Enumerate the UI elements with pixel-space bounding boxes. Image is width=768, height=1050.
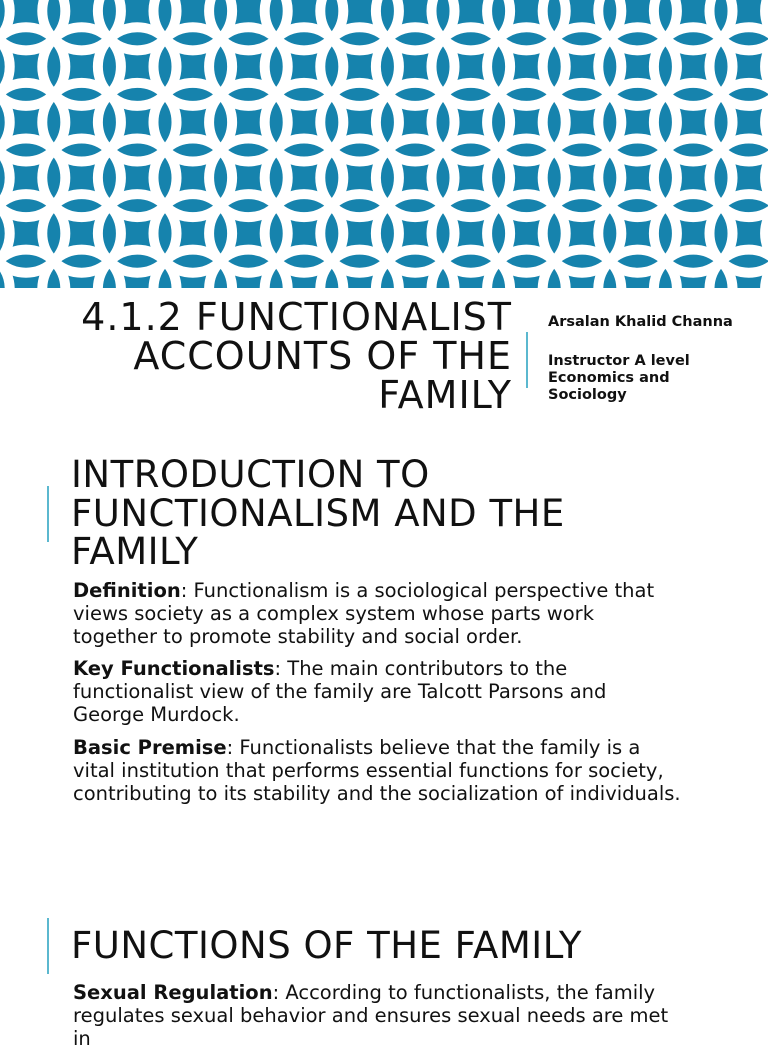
definition-term: Definition — [73, 579, 181, 602]
author-name: Arsalan Khalid Channa — [548, 314, 733, 330]
basic-premise-text: : Functionalists believe that the family is a vital institution that performs essential functions for society, contributing to its stability and the socialization of individuals. — [73, 736, 681, 805]
basic-premise-term: Basic Premise — [73, 736, 227, 759]
section-accent-bar — [47, 918, 49, 974]
basic-premise-paragraph — [73, 736, 683, 805]
key-functionalists-paragraph — [73, 657, 683, 726]
heading-line-2: FUNCTIONALISM AND THE — [71, 491, 565, 535]
section-heading-functions: FUNCTIONS OF THE FAMILY — [71, 924, 582, 967]
title-line-3: FAMILY — [378, 373, 512, 417]
interlocking-circles-pattern — [0, 0, 768, 288]
title-divider — [526, 332, 528, 388]
definition-text: : Functionalism is a sociological perspective that views society as a complex system whose parts work together to promote stability and social order. — [73, 579, 655, 648]
sexual-regulation-term: Sexual Regulation — [73, 981, 273, 1004]
sexual-regulation-paragraph — [73, 981, 683, 1050]
heading-line-1: INTRODUCTION TO — [71, 453, 430, 496]
author-role: Instructor A level Economics and Sociology — [548, 353, 690, 403]
title-line-2: ACCOUNTS OF THE — [133, 334, 512, 378]
key-functionalists-term: Key Functionalists — [73, 657, 275, 680]
definition-paragraph — [73, 579, 683, 648]
slide-title — [20, 295, 512, 417]
sexual-regulation-text: : According to functionalists, the family regulates sexual behavior and ensures sexual needs are met in — [73, 981, 669, 1050]
title-line-1: 4.1.2 FUNCTIONALIST — [81, 295, 512, 339]
key-functionalists-text: : The main contributors to the functionalist view of the family are Talcott Parsons and George Murdock. — [73, 657, 607, 726]
section-accent-bar — [47, 486, 49, 542]
heading-line-3: FAMILY — [71, 530, 199, 573]
decorative-banner — [0, 0, 768, 288]
section-heading-introduction — [71, 453, 565, 573]
